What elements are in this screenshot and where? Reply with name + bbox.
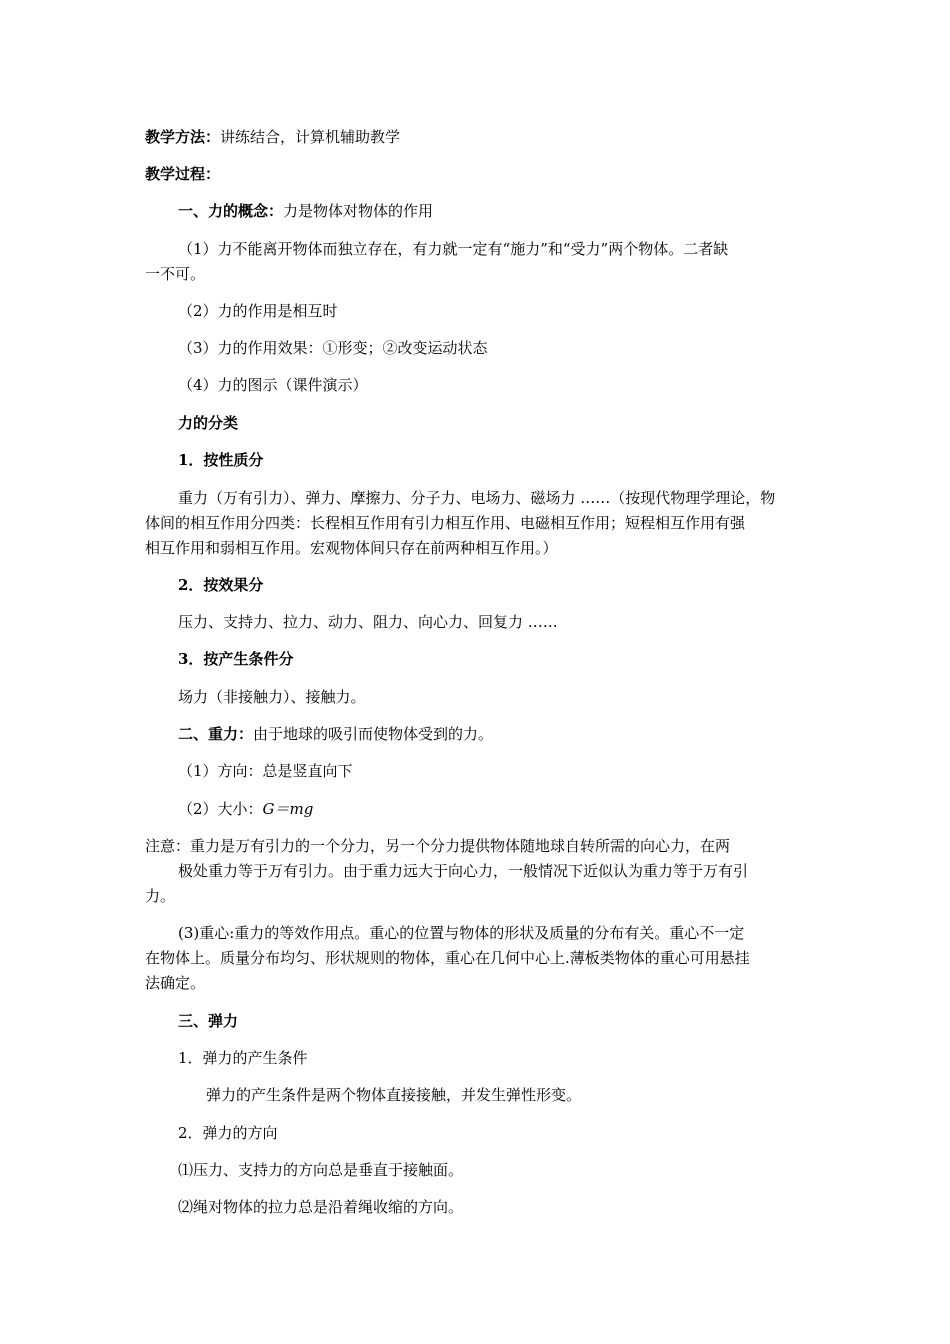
gravity-line — [178, 722, 493, 746]
teaching-method-line — [145, 125, 400, 149]
section2-text: 由于地球的吸引而使物体受到的力。 — [253, 725, 494, 743]
by-nature-text-c: 相互作用和弱相互作用。宏观物体间只存在前两种相互作用。） — [145, 539, 558, 557]
section1-text: 力是物体对物体的作用 — [283, 202, 434, 220]
classification-heading: 力的分类 — [178, 414, 239, 432]
center-of-gravity-a: (3)重心:重力的等效作用点。重心的位置与物体的形状及质量的分布有关。重心不一定 — [178, 924, 745, 942]
by-effect-text: 压力、支持力、拉力、动力、阻力、向心力、回复力 …… — [178, 613, 558, 631]
gravity-direction: （1）方向：总是竖直向下 — [178, 762, 353, 780]
by-nature-heading: 1．按性质分 — [178, 451, 264, 469]
teaching-method-text: 讲练结合，计算机辅助教学 — [220, 128, 401, 146]
by-condition-heading: 3．按产生条件分 — [178, 650, 294, 668]
point2: （2）力的作用是相互时 — [178, 302, 338, 320]
gravity-magnitude — [178, 797, 313, 821]
point4: （4）力的图示（课件演示） — [178, 376, 368, 394]
elastic-condition-text: 弹力的产生条件是两个物体直接接触，并发生弹性形变。 — [206, 1086, 582, 1104]
gravity-note-a: 注意：重力是万有引力的一个分力，另一个分力提供物体随地球自转所需的向心力，在两 — [145, 837, 731, 855]
section2-heading: 二、重力： — [178, 725, 254, 743]
elastic-condition-heading: 1．弹力的产生条件 — [178, 1049, 308, 1067]
elastic-direction-item-2: ⑵绳对物体的拉力总是沿着绳收缩的方向。 — [178, 1198, 464, 1216]
center-of-gravity-b: 在物体上。质量分布均匀、形状规则的物体，重心在几何中心上.薄板类物体的重心可用悬挂 — [145, 949, 750, 967]
by-nature-text-b: 体间的相互作用分四类：长程相互作用有引力相互作用、电磁相互作用；短程相互作用有强 — [145, 514, 746, 532]
gravity-formula: G＝mg — [262, 800, 314, 818]
elastic-direction-heading: 2．弹力的方向 — [178, 1124, 278, 1142]
teaching-method-label: 教学方法： — [145, 128, 221, 146]
force-concept-line — [178, 199, 433, 223]
teaching-process-label: 教学过程： — [145, 165, 221, 183]
elastic-direction-item-1: ⑴压力、支持力的方向总是垂直于接触面。 — [178, 1161, 464, 1179]
gravity-note-b: 极处重力等于万有引力。由于重力远大于向心力，一般情况下近似认为重力等于万有引 — [178, 862, 749, 880]
section3-heading: 三、弹力 — [178, 1012, 239, 1030]
by-nature-text-a: 重力（万有引力）、弹力、摩擦力、分子力、电场力、磁场力 ……（按现代物理学理论，物 — [178, 489, 776, 507]
point3: （3）力的作用效果：①形变；②改变运动状态 — [178, 339, 488, 357]
center-of-gravity-c: 法确定。 — [145, 974, 206, 992]
by-condition-text: 场力（非接触力）、接触力。 — [178, 688, 366, 706]
point1-line-b: 一不可。 — [145, 265, 206, 283]
point1-line-a: （1）力不能离开物体而独立存在，有力就一定有“施力”和“受力”两个物体。二者缺 — [178, 240, 729, 258]
gravity-magnitude-label: （2）大小： — [178, 800, 263, 818]
by-effect-heading: 2．按效果分 — [178, 576, 264, 594]
section1-heading: 一、力的概念： — [178, 202, 284, 220]
gravity-note-c: 力。 — [145, 887, 176, 905]
